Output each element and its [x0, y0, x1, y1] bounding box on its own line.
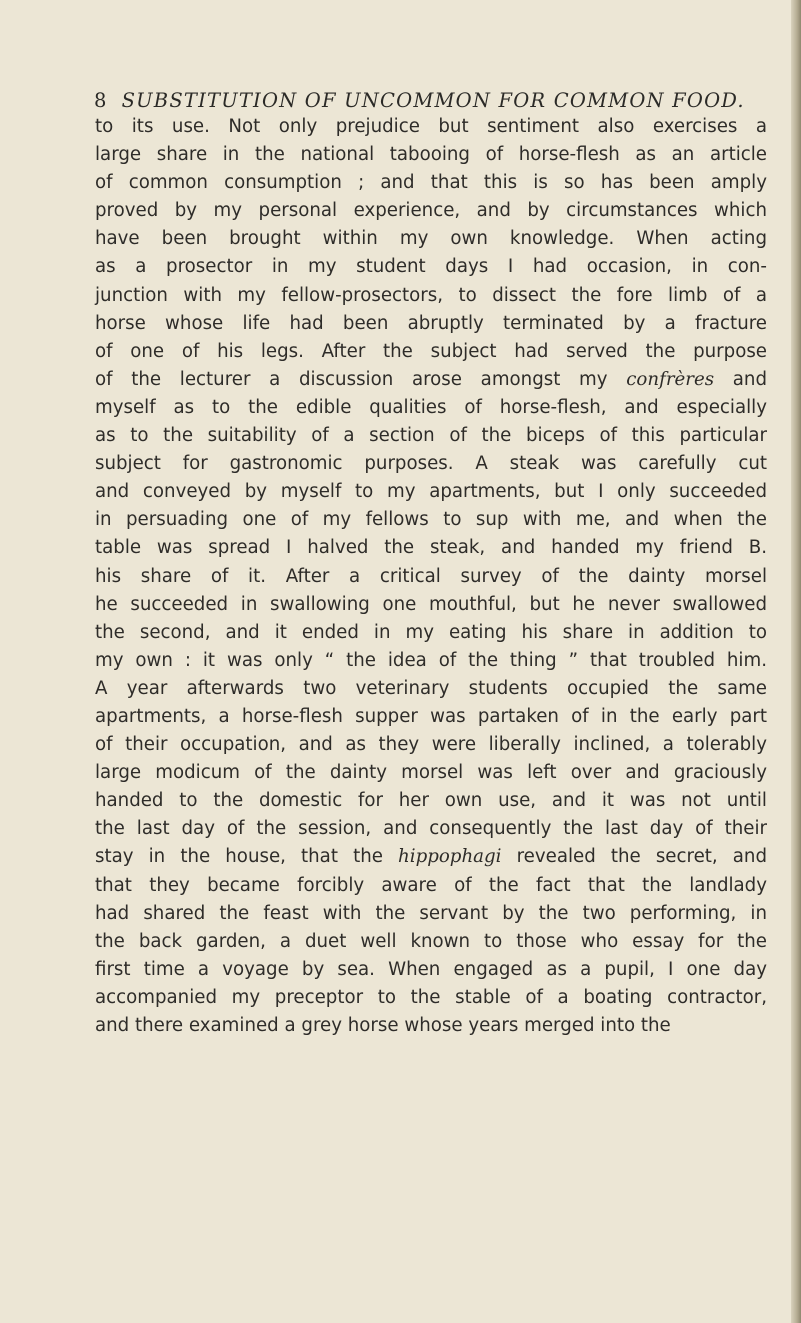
page-number: 8: [94, 89, 108, 112]
text-line: and there examined a grey horse whose years merged into the: [95, 1015, 671, 1036]
text-line: the last day of the session, and consequently the last day of their: [95, 818, 767, 840]
text-line: first time a voyage by sea. When engaged as a pupil, I one day: [95, 958, 767, 980]
running-head: [94, 89, 744, 112]
text-line: of one of his legs. After the subject had served the purpose: [95, 340, 767, 362]
text-line: handed to the domestic for her own use, and it was not until: [95, 790, 767, 812]
page-edge: [791, 0, 801, 1323]
text-line: in persuading one of my fellows to sup with me, and when the: [95, 509, 767, 531]
text-line: the back garden, a duet well known to those who essay for the: [95, 930, 767, 952]
text-line: had shared the feast with the servant by the two performing, in: [95, 902, 767, 924]
text-line: of their occupation, and as they were liberally inclined, a tolerably: [95, 734, 767, 756]
text-line: junction with my fellow-prosectors, to dissect the fore limb of a: [95, 284, 767, 306]
text-line: my own : it was only “ the idea of the thing ” that troubled him.: [95, 649, 767, 671]
text-line: [95, 843, 767, 871]
text-line: large share in the national tabooing of horse-flesh as an article: [95, 144, 767, 166]
text-run: and: [714, 368, 768, 390]
text-line: table was spread I halved the steak, and handed my friend B.: [95, 537, 767, 559]
text-line: proved by my personal experience, and by circumstances which: [95, 200, 767, 222]
text-line: to its use. Not only prejudice but sentiment also exercises a: [95, 116, 767, 137]
text-line: and conveyed by myself to my apartments, but I only succeeded: [95, 481, 767, 503]
text-line: that they became forcibly aware of the fact that the landlady: [95, 874, 767, 896]
text-line: accompanied my preceptor to the stable of a boating contractor,: [95, 986, 767, 1008]
text-line: A year afterwards two veterinary students occupied the same: [95, 677, 767, 699]
text-line: his share of it. After a critical survey of the dainty morsel: [95, 565, 767, 587]
body-text: [95, 113, 767, 1040]
text-line: horse whose life had been abruptly terminated by a fracture: [95, 312, 767, 334]
text-line: large modicum of the dainty morsel was left over and graciously: [95, 762, 767, 784]
text-line: of common consumption ; and that this is so has been amply: [95, 172, 767, 194]
text-line: the second, and it ended in my eating his share in addition to: [95, 621, 767, 643]
text-line: have been brought within my own knowledge. When acting: [95, 228, 767, 250]
running-title: SUBSTITUTION OF UNCOMMON FOR COMMON FOOD.: [121, 89, 745, 112]
text-line: as to the suitability of a section of the biceps of this particular: [95, 425, 767, 447]
text-line: as a prosector in my student days I had occasion, in con-: [95, 256, 767, 278]
text-line: [95, 366, 767, 394]
text-line: he succeeded in swallowing one mouthful, but he never swallowed: [95, 593, 767, 615]
text-line: apartments, a horse-flesh supper was partaken of in the early part: [95, 705, 767, 727]
text-run: of the lecturer a discussion arose amongst my: [95, 368, 627, 390]
italic-term: confrères: [626, 368, 715, 390]
text-line: subject for gastronomic purposes. A steak was carefully cut: [95, 453, 767, 475]
italic-term: hippophagi: [398, 846, 502, 868]
text-line: myself as to the edible qualities of horse-flesh, and especially: [95, 396, 767, 418]
text-run: stay in the house, that the: [95, 846, 399, 868]
text-run: revealed the secret, and: [501, 846, 768, 868]
